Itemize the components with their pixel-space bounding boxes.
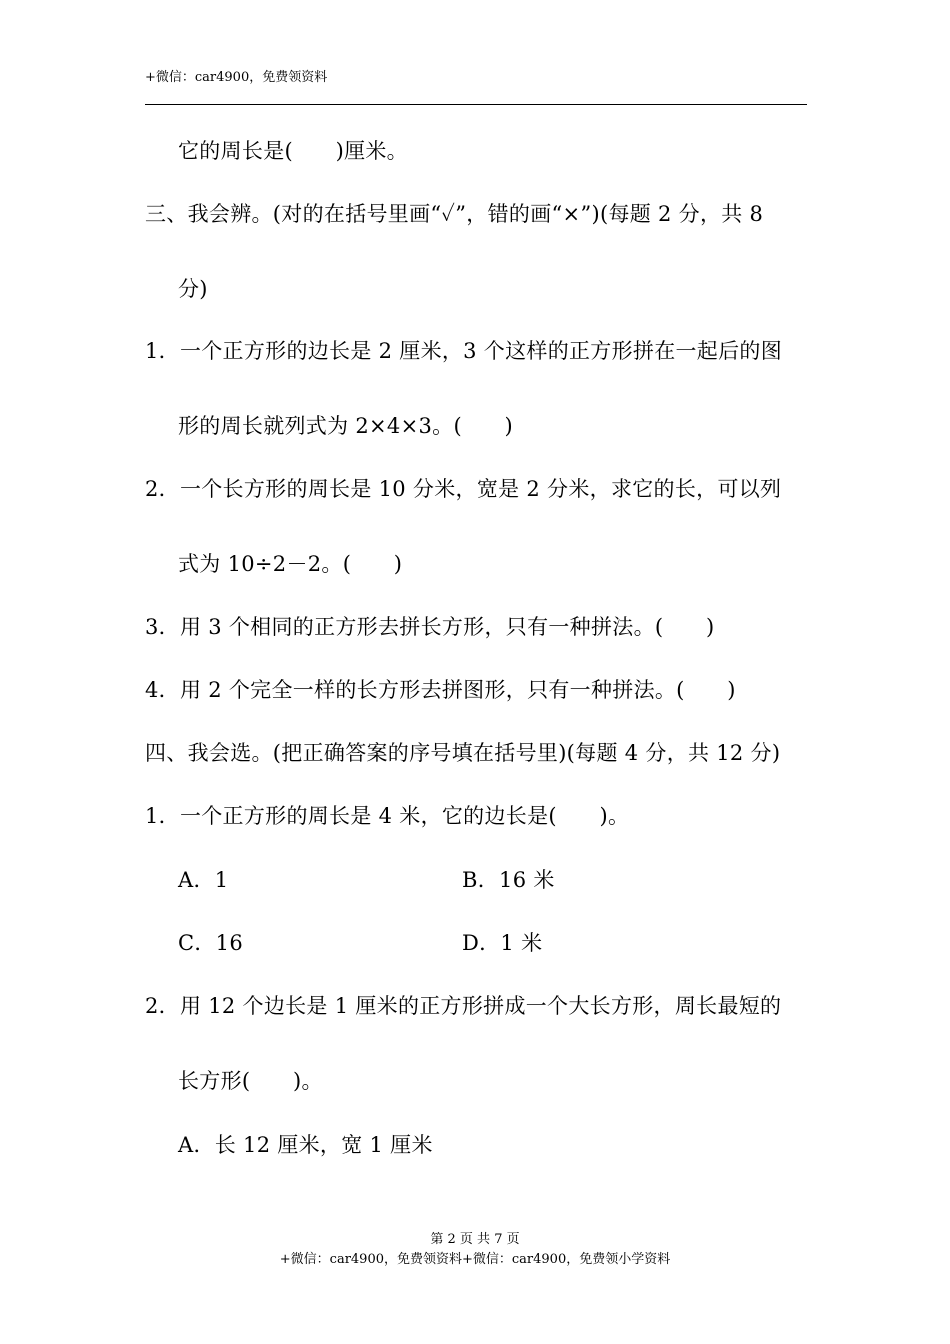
section-4-title: 四、我会选。(把正确答案的序号填在括号里)(每题 4 分，共 12 分) [145,741,781,765]
option-c: C．16 [178,931,243,955]
section-4-question-2-cont: 长方形( )。 [178,1069,323,1093]
section-3-question-2: 2．一个长方形的周长是 10 分米，宽是 2 分米，求它的长，可以列 [145,477,782,501]
section-3-question-4: 4．用 2 个完全一样的长方形去拼图形，只有一种拼法。( ) [145,678,736,702]
footer-wechat-text: +微信：car4900，免费领资料+微信：car4900，免费领小学资料 [279,1252,671,1267]
section-3-title-cont: 分) [178,277,208,301]
option-b: B．16 米 [462,868,555,892]
option-a: A．长 12 厘米，宽 1 厘米 [178,1133,433,1157]
section-4-question-2: 2．用 12 个边长是 1 厘米的正方形拼成一个大长方形，周长最短的 [145,994,782,1018]
section-3-question-1-cont: 形的周长就列式为 2×4×3。( ) [178,414,514,438]
section-3-question-1: 1．一个正方形的边长是 2 厘米，3 个这样的正方形拼在一起后的图 [145,339,783,363]
option-d: D．1 米 [462,931,543,955]
continuation-line: 它的周长是( )厘米。 [178,139,408,163]
header-wechat-text: +微信：car4900，免费领资料 [145,70,328,85]
section-3-title: 三、我会辨。(对的在括号里画“✓”，错的画“×”)(每题 2 分，共 8 [145,202,764,226]
section-4-question-1: 1．一个正方形的周长是 4 米，它的边长是( )。 [145,804,630,828]
option-a: A．1 [178,868,229,892]
page-number: 第 2 页 共 7 页 [430,1232,520,1247]
section-3-question-2-cont: 式为 10÷2－2。( ) [178,552,403,576]
header-divider [145,104,807,105]
section-3-question-3: 3．用 3 个相同的正方形去拼长方形，只有一种拼法。( ) [145,615,715,639]
